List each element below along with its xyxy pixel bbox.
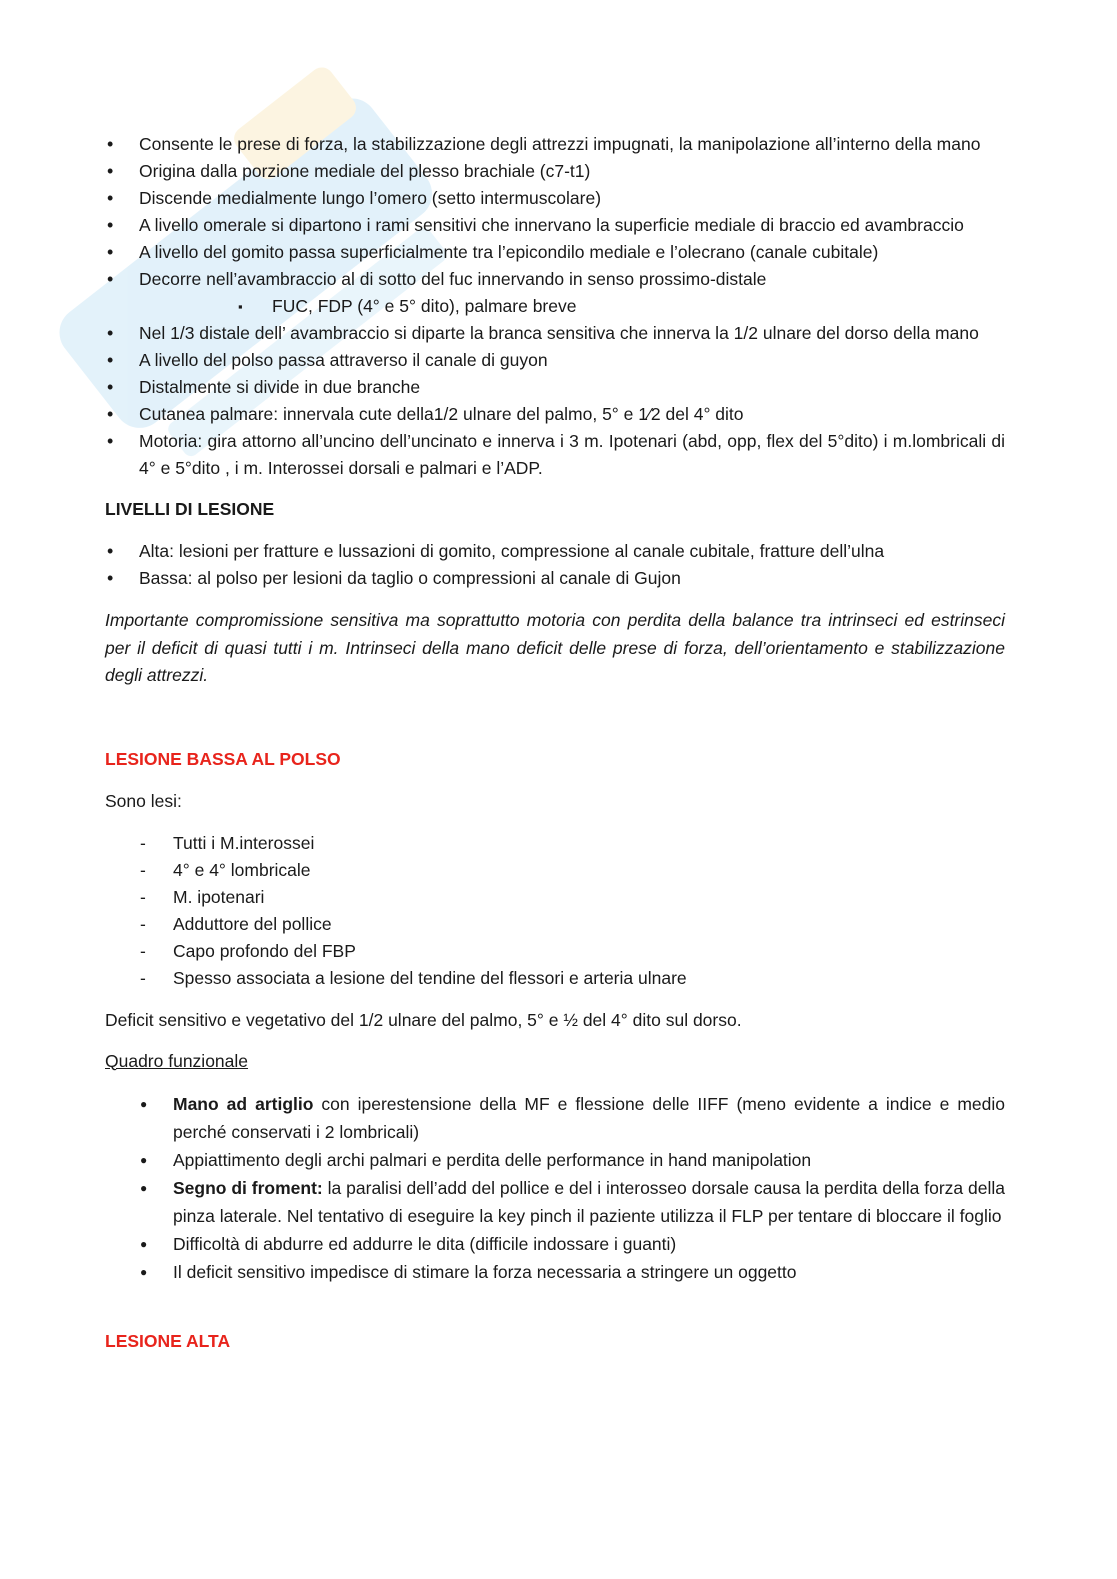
list-item: - Adduttore del pollice [140, 911, 1005, 938]
heading-lesione-bassa: LESIONE BASSA AL POLSO [105, 748, 341, 769]
list-item [140, 1090, 1005, 1146]
heading-lesione-alta: LESIONE ALTA [105, 1330, 231, 1351]
quadro-funzionale-heading: Quadro funzionale [105, 1050, 249, 1071]
list-item: - Spesso associata a lesione del tendine del flessori e arteria ulnare [140, 965, 1005, 992]
list-item-bold: Segno di froment: [173, 1177, 323, 1198]
list-item-text: con iperestensione della MF e flessione delle IIFF (meno evidente a indice e medio perché conservati i 2 lombricali) [173, 1093, 1005, 1142]
list-item-text: Difficoltà di abdurre ed addurre le dita (difficile indossare i guanti) [173, 1233, 677, 1254]
list-item: • A livello omerale si dipartono i rami sensitivi che innervano la superficie mediale di braccio ed avambraccio [105, 212, 1005, 239]
sono-lesi-text: Sono lesi: [105, 790, 182, 811]
list-item-text: Appiattimento degli archi palmari e perdita delle performance in hand manipolation [173, 1149, 812, 1170]
list-item [140, 1258, 1005, 1286]
list-item: • Distalmente si divide in due branche [105, 374, 1005, 401]
list-item: - Capo profondo del FBP [140, 938, 1005, 965]
sub-list [238, 293, 1005, 320]
list-item [140, 1174, 1005, 1230]
list-item: • Origina dalla porzione mediale del plesso brachiale (c7-t1) [105, 158, 1005, 185]
list-item [140, 1146, 1005, 1174]
list-item-bold: Mano ad artiglio [173, 1093, 314, 1114]
list-item: - M. ipotenari [140, 884, 1005, 911]
list-item: • Alta: lesioni per fratture e lussazioni di gomito, compressione al canale cubitale, fratture dell’ulna [105, 538, 1005, 565]
list-item: • Cutanea palmare: innervala cute della1/2 ulnare del palmo, 5° e 1⁄2 del 4° dito [105, 401, 1005, 428]
nerve-course-list-b [105, 320, 1005, 482]
document-body [105, 131, 1005, 1355]
list-item: • Bassa: al polso per lesioni da taglio o compressioni al canale di Gujon [105, 565, 1005, 592]
list-item: • Decorre nell’avambraccio al di sotto del fuc innervando in senso prossimo-distale [105, 266, 1005, 293]
list-item: • A livello del gomito passa superficialmente tra l’epicondilo mediale e l’olecrano (canale cubitale) [105, 239, 1005, 266]
sub-list-item: ▪ FUC, FDP (4° e 5° dito), palmare breve [238, 293, 1005, 320]
list-item: • A livello del polso passa attraverso il canale di guyon [105, 347, 1005, 374]
list-item: • Nel 1/3 distale dell’ avambraccio si diparte la branca sensitiva che innerva la 1/2 ulnare del dorso della mano [105, 320, 1005, 347]
list-item: • Consente le prese di forza, la stabilizzazione degli attrezzi impugnati, la manipolazione all’interno della mano [105, 131, 1005, 158]
list-item: • Motoria: gira attorno all’uncino dell’uncinato e innerva i 3 m. Ipotenari (abd, opp, flex del 5°dito) i m.lombricali di 4° e 5°dito , i m. Interossei dorsali e palmari e l’ADP. [105, 428, 1005, 482]
list-item [140, 1230, 1005, 1258]
functional-picture-list [140, 1090, 1005, 1286]
italic-note: Importante compromissione sensitiva ma soprattutto motoria con perdita della balance tra intrinseci ed estrinseci per il deficit di quasi tutti i m. Intrinseci della mano deficit delle prese di forza, dell’orientamento e stabilizzazione degli attrezzi. [105, 610, 1005, 685]
lesion-levels-list [105, 538, 1005, 592]
list-item: - Tutti i M.interossei [140, 830, 1005, 857]
affected-muscles-list [140, 830, 1005, 992]
list-item: - 4° e 4° lombricale [140, 857, 1005, 884]
list-item: • Discende medialmente lungo l’omero (setto intermuscolare) [105, 185, 1005, 212]
list-item-text: la paralisi dell’add del pollice e del i interosseo dorsale causa la perdita della forza della pinza laterale. Nel tentativo di eseguire la key pinch il paziente utilizza il FLP per tentare di bloccare il foglio [173, 1177, 1006, 1226]
nerve-course-list-a [105, 131, 1005, 293]
heading-livelli-di-lesione: LIVELLI DI LESIONE [105, 499, 275, 519]
list-item-text: Il deficit sensitivo impedisce di stimare la forza necessaria a stringere un oggetto [173, 1261, 797, 1282]
deficit-text: Deficit sensitivo e vegetativo del 1/2 ulnare del palmo, 5° e ½ del 4° dito sul dorso. [105, 1009, 742, 1030]
